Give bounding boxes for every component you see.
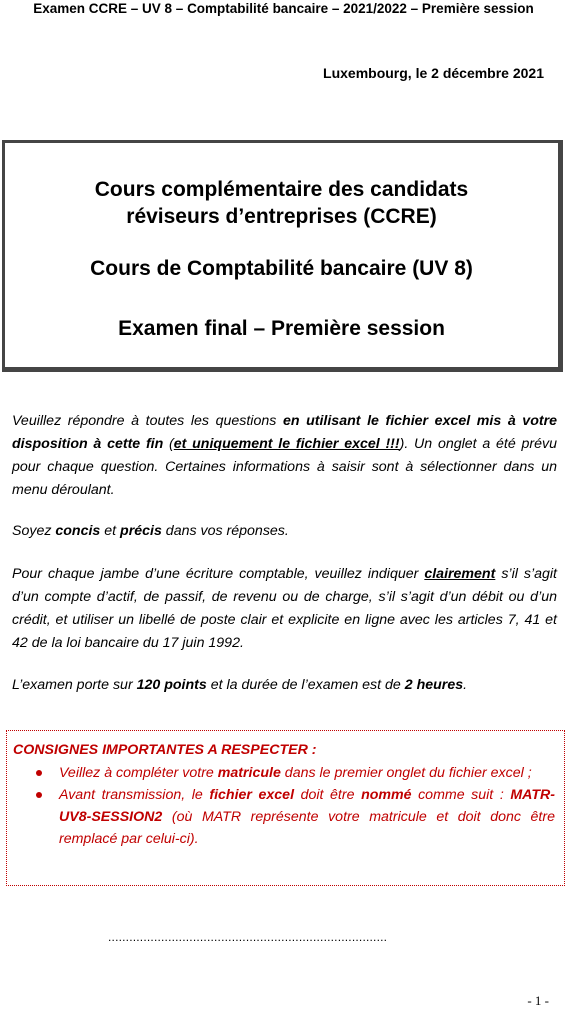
consignes-list: [29, 762, 555, 850]
signature-line: ...............................................................................: [108, 930, 388, 944]
title-course: [5, 176, 558, 230]
p2-text-3: dans vos réponses.: [161, 523, 289, 539]
title-line-1b: réviseurs d’entreprises (CCRE): [126, 205, 437, 228]
p2-bold-1: concis: [55, 523, 101, 539]
consignes-box: [6, 730, 565, 886]
c1-bold-1: matricule: [217, 765, 281, 781]
p4-text-3: .: [463, 677, 468, 693]
c1-text-2: dans le premier onglet du fichier excel ;: [280, 765, 532, 781]
title-box: [2, 140, 563, 372]
p3-underline-1: clairement: [424, 566, 496, 582]
c2-text-1: Avant transmission, le: [59, 787, 210, 803]
p3-text-1: Pour chaque jambe d’une écriture comptable, veuillez indiquer: [12, 566, 425, 582]
title-line-2: Cours de Comptabilité bancaire (UV 8): [90, 257, 473, 280]
p3-text-2: s’il s’agit d’un compte d’actif, de passif, de revenu ou de charge, s’il s’agit d’un débit ou d’un crédit, et utiliser un libellé de poste clair et explicite en ligne avec les articles 7, 41 et 42 de la loi bancaire du 17 juin 1992.: [12, 566, 557, 651]
p1-text-1: Veuillez répondre à toutes les questions: [12, 413, 283, 429]
p4-text-2: et la durée de l’examen est de: [206, 677, 405, 693]
consignes-heading: CONSIGNES IMPORTANTES A RESPECTER :: [13, 742, 317, 758]
page-number: - 1 -: [527, 993, 549, 1008]
bullet-icon: [36, 792, 42, 798]
instructions-paragraph-1: [12, 410, 557, 502]
instructions-paragraph-4: [12, 674, 557, 697]
p2-bold-2: précis: [120, 523, 162, 539]
p1-bold-1: en utilisant le fichier excel mis à votre disposition à cette fin: [12, 413, 557, 452]
c2-bold-1: fichier excel: [209, 787, 295, 803]
p1-underline-1: et uniquement le fichier excel !!!: [173, 436, 400, 452]
p2-text-2: et: [100, 523, 121, 539]
c2-text-4: (où MATR représente votre matricule et doit donc être remplacé par celui-ci).: [59, 809, 555, 847]
title-line-1a: Cours complémentaire des candidats: [94, 178, 469, 201]
instructions-paragraph-3: [12, 563, 557, 655]
page-header: Examen CCRE – UV 8 – Comptabilité bancaire – 2021/2022 – Première session: [33, 1, 534, 16]
p1-text-2: (: [163, 436, 174, 452]
p4-bold-1: 120 points: [136, 677, 207, 693]
p2-text-1: Soyez: [12, 523, 56, 539]
c2-bold-3: MATR-UV8-SESSION2: [59, 787, 555, 825]
instructions-paragraph-2: [12, 520, 557, 543]
p4-text-1: L’examen porte sur: [12, 677, 137, 693]
p4-bold-2: 2 heures: [404, 677, 464, 693]
c2-bold-2: nommé: [361, 787, 412, 803]
bullet-icon: [36, 770, 42, 776]
consignes-item-2: [29, 784, 555, 850]
c2-text-3: comme suit :: [411, 787, 511, 803]
consignes-item-1: [29, 762, 555, 784]
date-line: Luxembourg, le 2 décembre 2021: [323, 65, 544, 81]
title-line-3: Examen final – Première session: [118, 317, 445, 340]
c1-text-1: Veillez à compléter votre: [59, 765, 218, 781]
c2-text-2: doit être: [294, 787, 362, 803]
p1-text-3: ). Un onglet a été prévu pour chaque question. Certaines informations à saisir sont à sélectionner dans un menu déroulant.: [12, 436, 557, 498]
